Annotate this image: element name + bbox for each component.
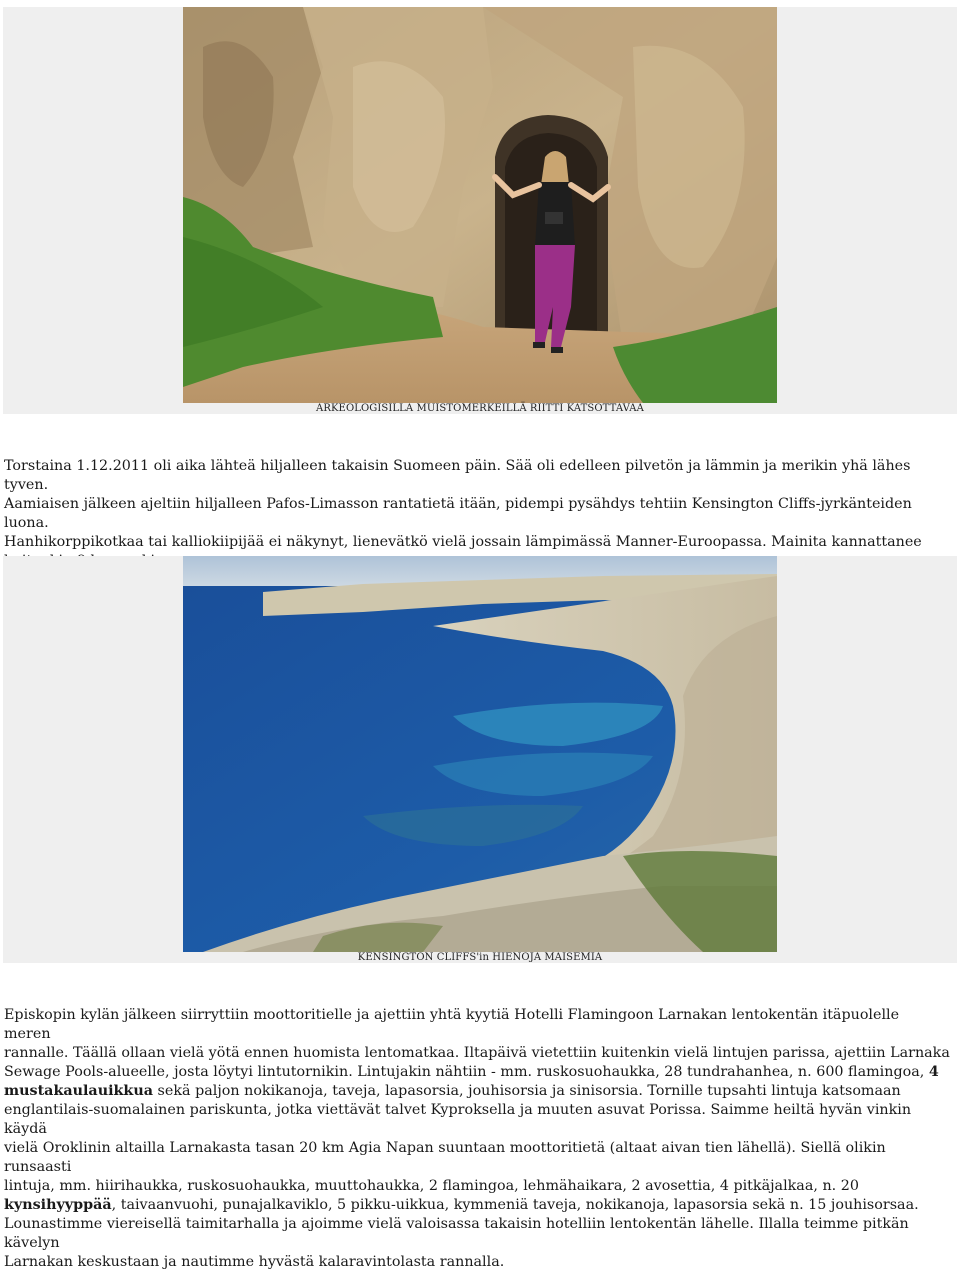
figure-caption-1: ARKEOLOGISILLA MUISTOMERKEILLÄ RIITTI KATSOTTAVAA <box>316 403 644 414</box>
text-line: Lounastimme viereisellä taimitarhalla ja ajoimme vielä valoisassa takaisin hotelliin lentokentän lähelle. Illalla teimme pitkän kävelyn <box>4 1216 909 1251</box>
text-line <box>4 1082 950 1101</box>
figure-kensington-cliffs <box>3 556 957 963</box>
text-line: rannalle. Täällä ollaan vielä yötä ennen huomista lentomatkaa. Iltapäivä vietettiin kuitenkin vielä lintujen parissa, ajettiin Larnaka <box>4 1045 950 1061</box>
photo-kensington-cliffs-coastline <box>183 556 777 952</box>
photo-woman-in-rock-tomb-doorway <box>183 7 777 403</box>
text-line: Aamiaisen jälkeen ajeltiin hiljalleen Pafos-Limasson rantatietä itään, pidempi pysähdys tehtiin Kensington Cliffs-jyrkänteiden luona. <box>4 496 912 531</box>
text-line: lintuja, mm. hiirihaukka, ruskosuohaukka, muuttohaukka, 2 flamingoa, lehmähaikara, 2 avosettia, 4 pitkäjalkaa, n. 20 <box>4 1178 859 1194</box>
text-line: englantilais-suomalainen pariskunta, jotka viettävät talvet Kyproksella ja muuten asuvat Porissa. Saimme heiltä hyvän vinkin käydä <box>4 1102 912 1137</box>
text-line: Hanhikorppikotkaa tai kalliokiipijää ei näkynyt, lienevätkö vielä jossain lämpimässä Manner-Euroopassa. Mainita kannattanee <box>4 534 922 550</box>
text-line: Torstaina 1.12.2011 oli aika lähteä hiljalleen takaisin Suomeen päin. Sää oli edelleen pilvetön ja lämmin ja merikin yhä lähes tyven. <box>4 458 911 493</box>
text-run: , taivaanvuohi, punajalkaviklo, 5 pikku-uikkua, kymmeniä taveja, nokikanoja, lapasorsia sekä n. 15 jouhisorsaa. <box>111 1197 919 1213</box>
text-run: sekä paljon nokikanoja, taveja, lapasorsia, jouhisorsia ja sinisorsia. Tornille tupsahti lintuja katsomaan <box>157 1083 901 1099</box>
figure-caption-2: KENSINGTON CLIFFS'in HIENOJA MAISEMIA <box>357 952 603 963</box>
paragraph-larnaka <box>4 1006 950 1272</box>
figure-rock-tomb <box>3 7 957 414</box>
text-line <box>4 1196 950 1215</box>
text-line: vielä Oroklinin altailla Larnakasta tasan 20 km Agia Napan suuntaan moottoritietä (altaat aivan tien lähellä). Siellä olikin runsaasti <box>4 1140 886 1175</box>
text-line: Larnakan keskustaan ja nautimme hyvästä kalaravintolasta rannalla. <box>4 1254 505 1270</box>
paragraph-departure <box>4 457 950 571</box>
text-line: Episkopin kylän jälkeen siirryttiin moottoritielle ja ajettiin yhtä kyytiä Hotelli Flamingoon Larnakan lentokentän itäpuolelle meren <box>4 1007 900 1042</box>
bold-text: kynsihyyppää <box>4 1197 112 1213</box>
text-line <box>4 1063 950 1082</box>
bold-text: mustakaulauikkua <box>4 1083 153 1099</box>
text-run: Sewage Pools-alueelle, josta löytyi lintutornikin. Lintujakin nähtiin - mm. ruskosuohaukka, 28 tundrahanhea, n. 600 flamingoa, <box>4 1064 925 1080</box>
bold-text: 4 <box>928 1064 939 1080</box>
